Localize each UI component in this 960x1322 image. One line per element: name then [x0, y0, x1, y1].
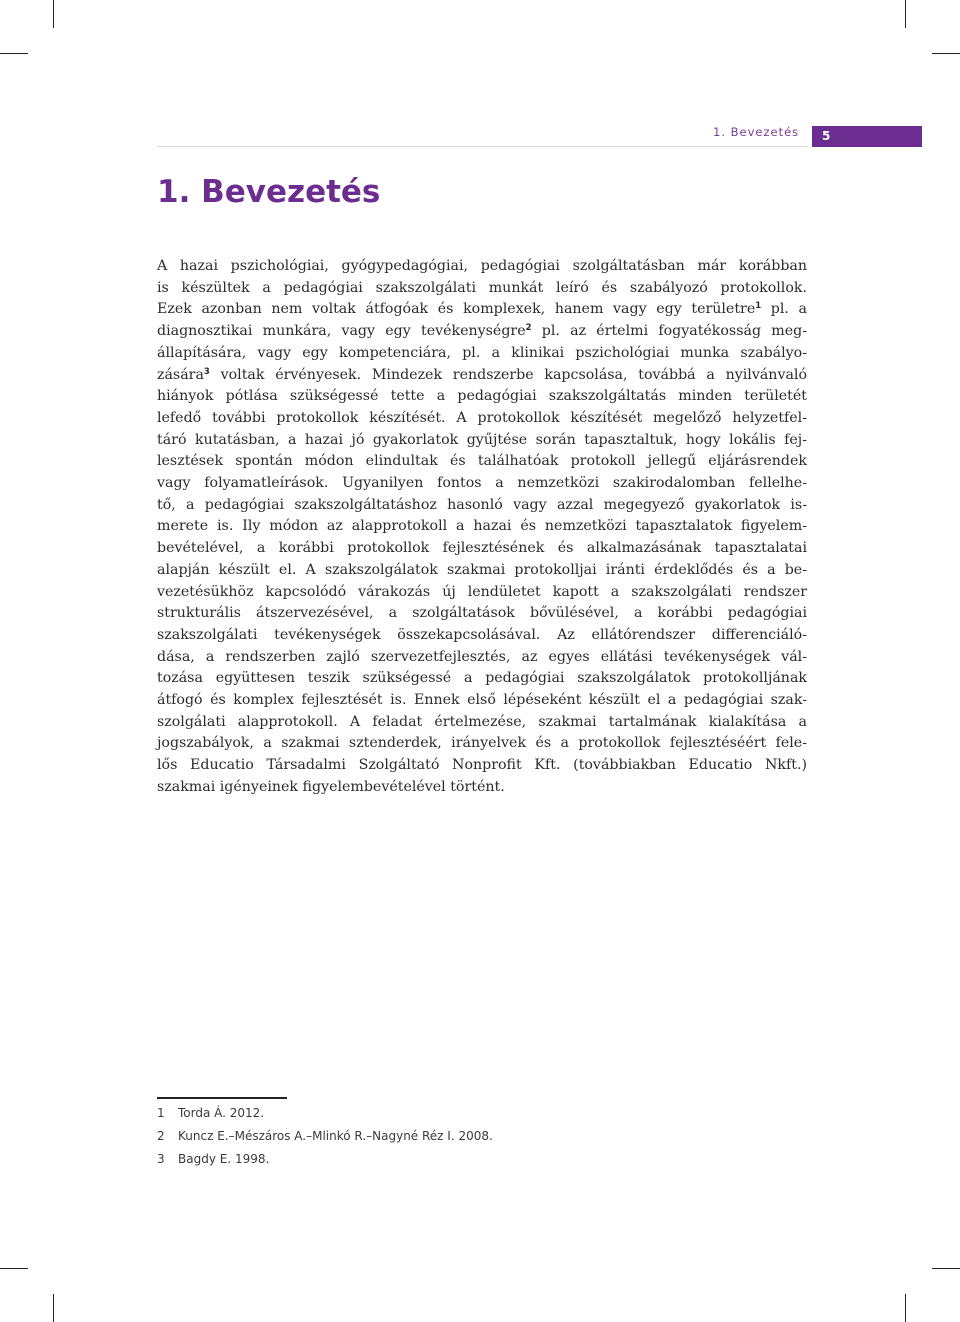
chapter-title: 1. Bevezetés [157, 174, 381, 210]
footnotes [157, 1106, 493, 1175]
text-run: lős Educatio Társadalmi Szolgáltató Nonprofit Kft. (továbbiakban Educatio Nkft.) [157, 757, 807, 774]
footnote-reference[interactable]: 3 [203, 366, 210, 377]
text-line [157, 777, 807, 799]
text-line [157, 625, 807, 647]
text-line [157, 321, 807, 343]
text-run: vagy folyamatleírások. Ugyanilyen fontos a nemzetközi szakirodalomban fellelhe- [157, 475, 807, 492]
running-head-title: 1. Bevezetés [713, 125, 800, 139]
text-line [157, 712, 807, 734]
text-run: is készültek a pedagógiai szakszolgálati munkát leíró és szabályozó protokollok. [157, 279, 807, 296]
text-run: lefedő további protokollok készítését. A protokollok készítését megelőző helyzetfel- [157, 409, 807, 426]
footnote-text: Bagdy E. 1998. [178, 1152, 270, 1166]
crop-mark [905, 1294, 906, 1322]
crop-mark [932, 53, 960, 54]
crop-mark [0, 53, 28, 54]
footnote-rule [157, 1097, 287, 1099]
text-line [157, 386, 807, 408]
footnote-text: Kuncz E.–Mészáros A.–Mlinkó R.–Nagyné Réz I. 2008. [178, 1129, 493, 1143]
footnote-text: Torda Á. 2012. [178, 1106, 265, 1120]
footnote-number: 3 [157, 1152, 165, 1166]
text-run: állapítására, vagy egy kompetenciára, pl. a klinikai pszichológiai munka szabályo- [157, 344, 807, 361]
text-run: tő, a pedagógiai szakszolgáltatáshoz hasonló vagy azzal megegyező gyakorlatok is- [157, 496, 807, 513]
body-paragraph [157, 256, 807, 799]
text-run: pl. a [761, 301, 808, 318]
text-run: alapján készült el. A szakszolgálatok szakmai protokolljai iránti érdeklődés és a be- [157, 561, 807, 578]
crop-mark [53, 1294, 54, 1322]
text-line [157, 299, 807, 321]
text-run: Ezek azonban nem voltak átfogóak és komplexek, hanem vagy egy területre [157, 301, 756, 318]
footnote-item [157, 1129, 493, 1152]
crop-mark [0, 1268, 28, 1269]
text-line [157, 408, 807, 430]
text-run: zására [157, 366, 204, 383]
text-run: dása, a rendszerben zajló szervezetfejlesztés, az egyes ellátási tevékenységek vál- [157, 648, 807, 665]
page-number-tab [812, 126, 922, 147]
text-run: szakszolgálati tevékenységek összekapcsolásával. Az ellátórendszer differenciáló- [157, 626, 807, 643]
text-run: vezetésükhöz kapcsolódó várakozás új lendületet kapott a szakszolgálati rendszer [157, 583, 807, 600]
text-run: bevételével, a korábbi protokollok fejlesztésének és alkalmazásának tapasztalatai [157, 540, 807, 557]
text-line [157, 278, 807, 300]
text-run: A hazai pszichológiai, gyógypedagógiai, pedagógiai szolgáltatásban már korábban [157, 258, 807, 274]
footnote-item [157, 1152, 493, 1175]
text-run: pl. az értelmi fogyatékosság meg- [531, 323, 808, 340]
text-line [157, 603, 807, 625]
text-run: tozása együttesen teszik szükségessé a pedagógiai szakszolgálatok protokolljának [157, 670, 807, 687]
footnote-item [157, 1106, 493, 1129]
text-run: strukturális átszervezésével, a szolgáltatások bővülésével, a korábbi pedagógiai [157, 605, 807, 622]
page-number: 5 [822, 129, 831, 143]
footnote-reference[interactable]: 2 [525, 323, 532, 334]
text-line [157, 582, 807, 604]
crop-mark [53, 0, 54, 28]
text-run: merete is. Ily módon az alapprotokoll a hazai és nemzetközi tapasztalatok figyelem- [157, 518, 807, 535]
text-line [157, 538, 807, 560]
text-line [157, 690, 807, 712]
text-line [157, 430, 807, 452]
crop-mark [932, 1268, 960, 1269]
text-run: jogszabályok, a szakmai sztenderdek, irányelvek és a protokollok fejlesztéséért fele- [157, 735, 807, 752]
footnote-number: 2 [157, 1129, 165, 1143]
footnote-reference[interactable]: 1 [755, 301, 762, 312]
text-line [157, 451, 807, 473]
text-line [157, 733, 807, 755]
text-run: táró kutatásban, a hazai jó gyakorlatok gyűjtése során tapasztaltuk, hogy lokális fej- [157, 431, 807, 448]
text-run: szolgálati alapprotokoll. A feladat értelmezése, szakmai tartalmának kialakítása a [157, 713, 807, 730]
text-run: átfogó és komplex fejlesztését is. Ennek első lépéseként készült el a pedagógiai szak- [157, 692, 807, 709]
text-run: hiányok pótlása szükségessé tette a pedagógiai szakszolgáltatás minden területét [157, 388, 807, 405]
text-line [157, 755, 807, 777]
text-line [157, 516, 807, 538]
text-run: lesztések spontán módon elindultak és találhatóak protokoll jellegű eljárásrendek [157, 453, 807, 470]
text-line [157, 495, 807, 517]
text-line [157, 668, 807, 690]
text-line [157, 365, 807, 387]
crop-mark [905, 0, 906, 28]
text-line [157, 343, 807, 365]
footnote-number: 1 [157, 1106, 165, 1120]
text-run: voltak érvényesek. Mindezek rendszerbe kapcsolása, továbbá a nyilvánvaló [209, 366, 807, 383]
header-rule [157, 146, 807, 147]
text-line [157, 256, 807, 278]
text-line [157, 647, 807, 669]
text-line [157, 560, 807, 582]
text-line [157, 473, 807, 495]
text-run: diagnosztikai munkára, vagy egy tevékenységre [157, 323, 526, 340]
text-run: szakmai igényeinek figyelembevételével történt. [157, 778, 505, 795]
